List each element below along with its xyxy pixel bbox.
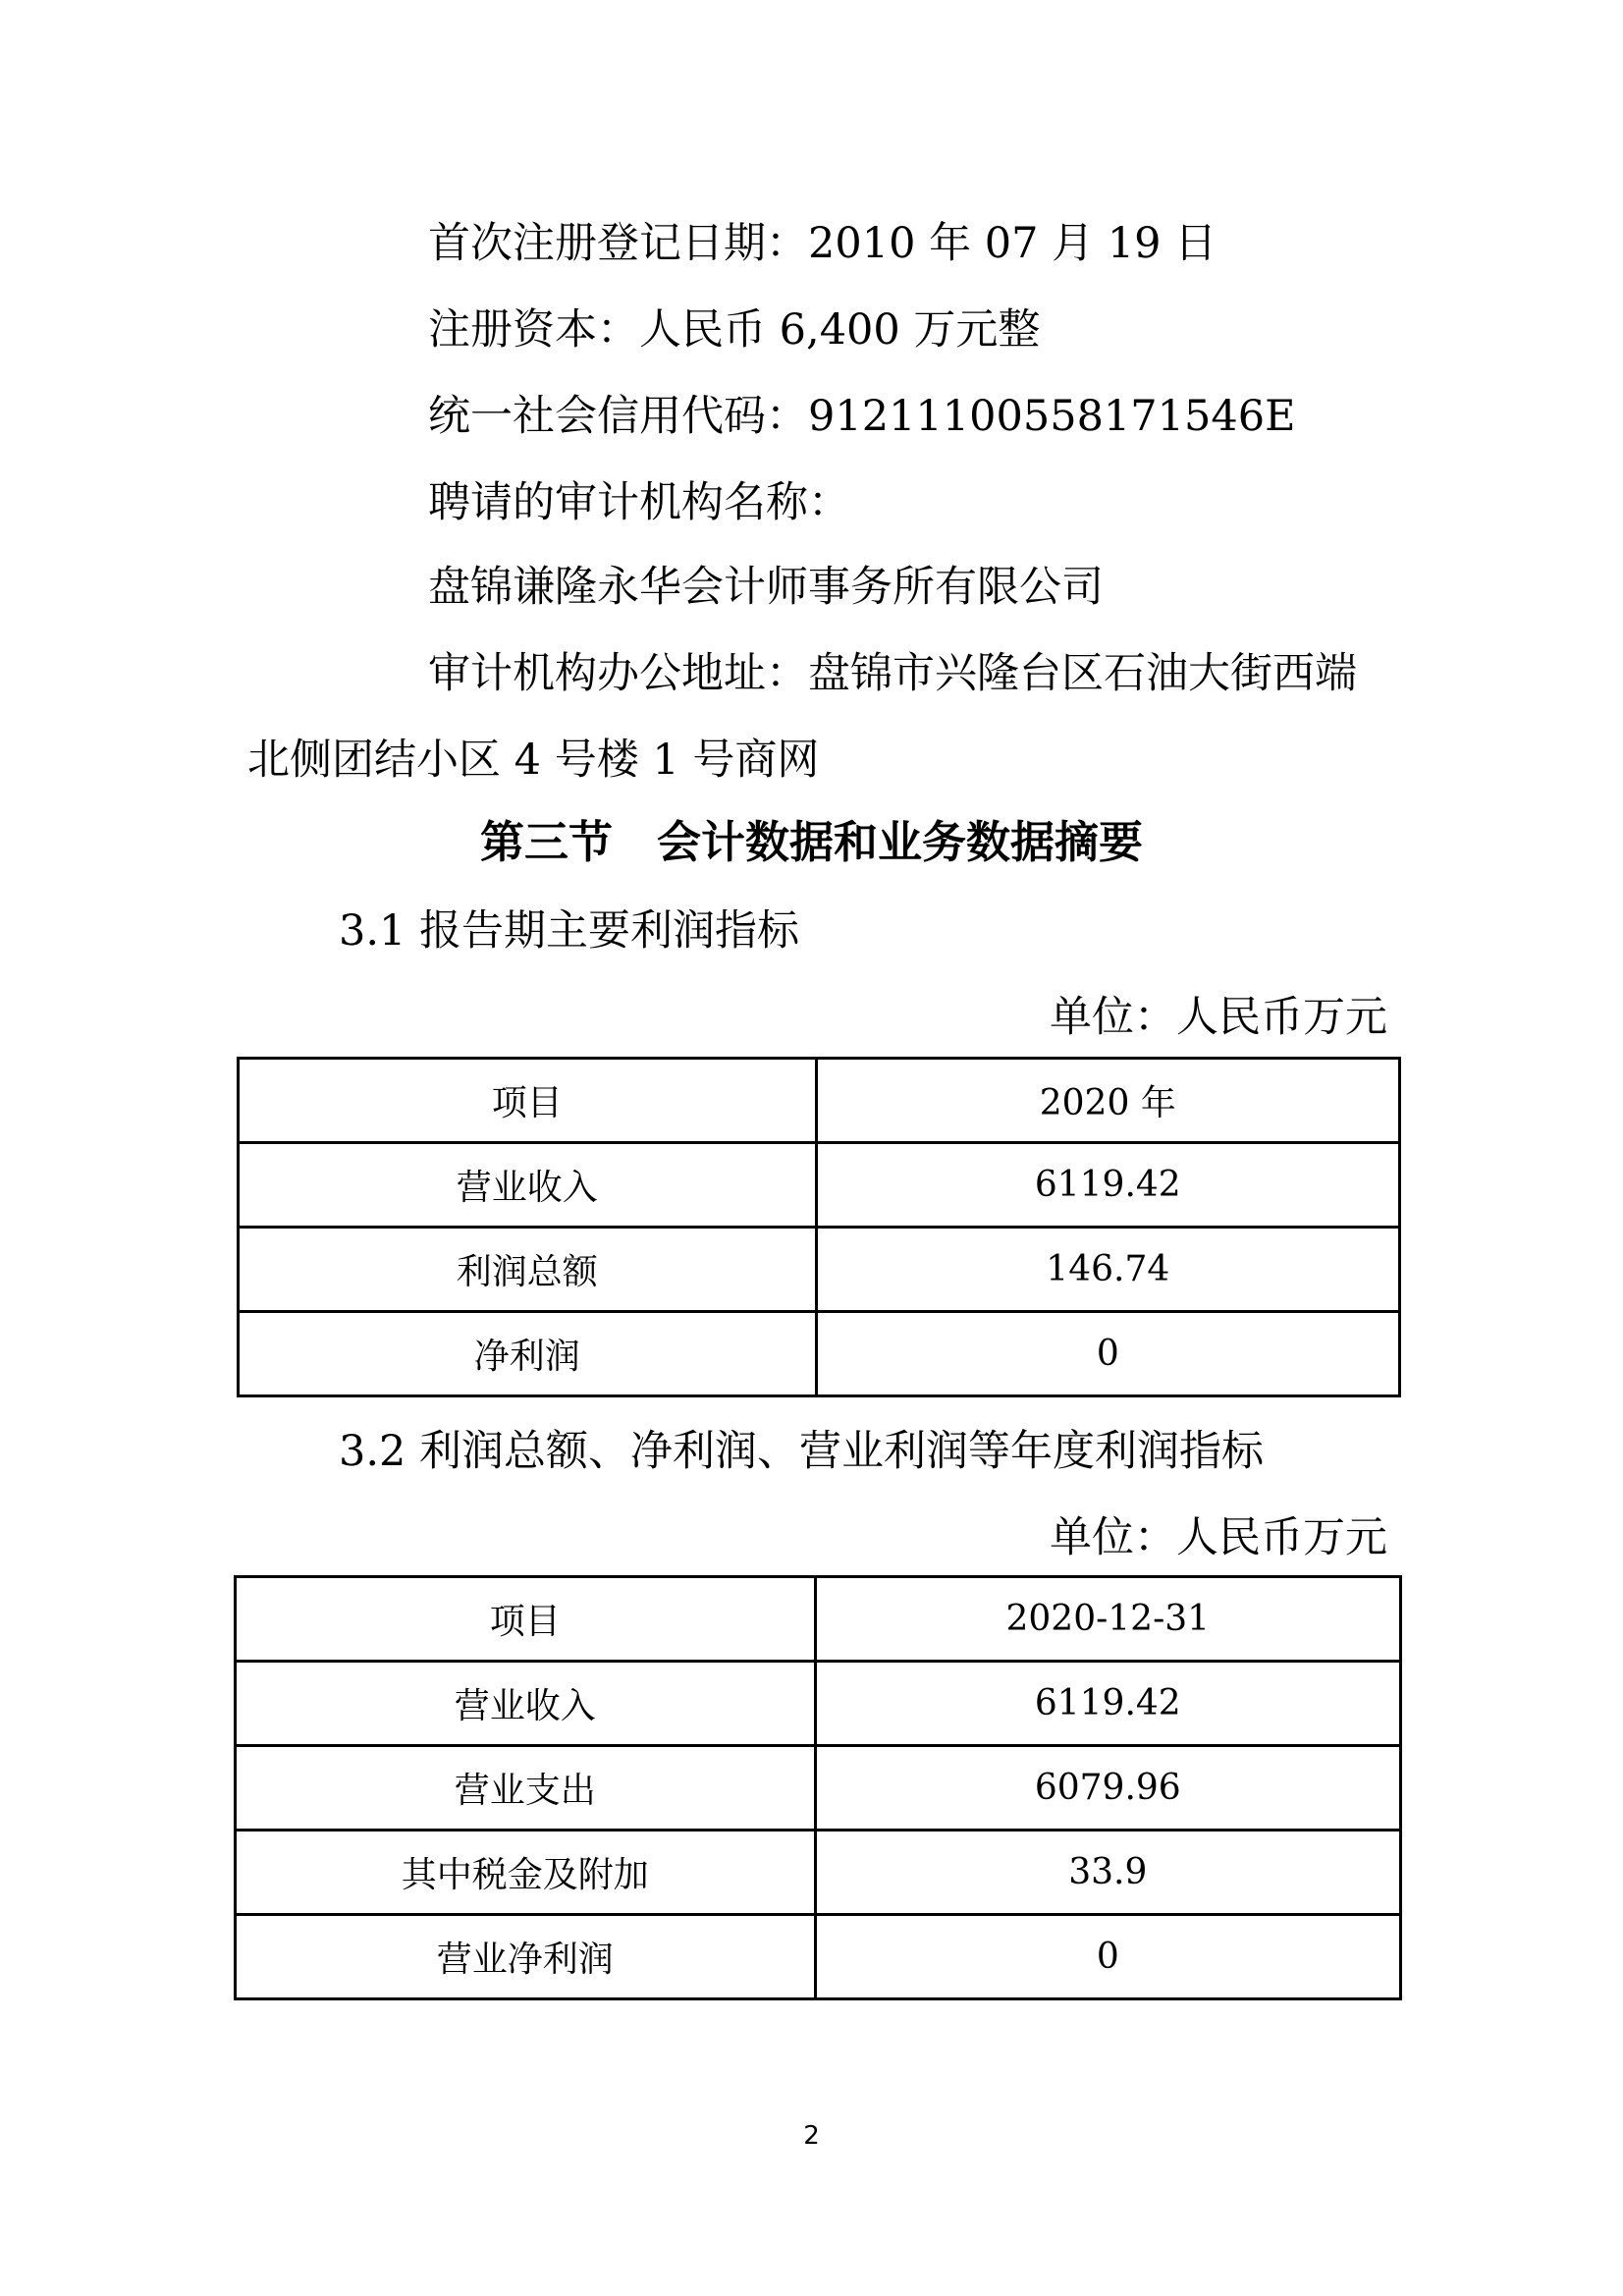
table-row [236, 1915, 1401, 1999]
table-header-row [236, 1577, 1401, 1662]
table2-title: 3.2 利润总额、净利润、营业利润等年度利润指标 [339, 1427, 1265, 1476]
row-value: 6079.96 [815, 1746, 1400, 1831]
row-label: 其中税金及附加 [236, 1831, 816, 1915]
credit-code: 统一社会信用代码：91211100558171546E [428, 392, 1296, 441]
table-header-row [239, 1059, 1400, 1143]
row-label: 营业收入 [239, 1143, 817, 1228]
registered-capital: 注册资本：人民币 6,400 万元整 [428, 305, 1041, 355]
row-label: 营业支出 [236, 1746, 816, 1831]
section-heading: 第三节 会计数据和业务数据摘要 [479, 816, 1143, 868]
audit-firm-label: 聘请的审计机构名称： [428, 478, 850, 527]
row-value: 33.9 [815, 1831, 1400, 1915]
first-registration-date: 首次注册登记日期：2010 年 07 月 19 日 [428, 219, 1217, 268]
audit-firm-name: 盘锦谦隆永华会计师事务所有限公司 [428, 563, 1104, 612]
audit-address-line1: 审计机构办公地址：盘锦市兴隆台区石油大街西端 [428, 649, 1357, 698]
row-label: 营业收入 [236, 1662, 816, 1746]
header-cell: 项目 [236, 1577, 816, 1662]
row-label: 净利润 [239, 1312, 817, 1396]
profit-indicators-table [237, 1057, 1401, 1397]
table-row [236, 1831, 1401, 1915]
annual-profit-table [234, 1575, 1402, 2000]
row-label: 利润总额 [239, 1228, 817, 1312]
header-cell: 2020 年 [816, 1059, 1399, 1143]
row-label: 营业净利润 [236, 1915, 816, 1999]
row-value: 6119.42 [816, 1143, 1399, 1228]
row-value: 146.74 [816, 1228, 1399, 1312]
header-cell: 2020-12-31 [815, 1577, 1400, 1662]
table-row [239, 1312, 1400, 1396]
row-value: 6119.42 [815, 1662, 1400, 1746]
row-value: 0 [815, 1915, 1400, 1999]
table-row [236, 1746, 1401, 1831]
page-number: 2 [803, 2121, 820, 2151]
table-row [239, 1143, 1400, 1228]
table-row [239, 1228, 1400, 1312]
table1-title: 3.1 报告期主要利润指标 [339, 906, 800, 956]
row-value: 0 [816, 1312, 1399, 1396]
header-cell: 项目 [239, 1059, 817, 1143]
table-row [236, 1662, 1401, 1746]
audit-address-line2: 北侧团结小区 4 号楼 1 号商网 [247, 736, 820, 785]
table1-unit: 单位：人民币万元 [1050, 993, 1387, 1042]
table2-unit: 单位：人民币万元 [1050, 1513, 1387, 1562]
